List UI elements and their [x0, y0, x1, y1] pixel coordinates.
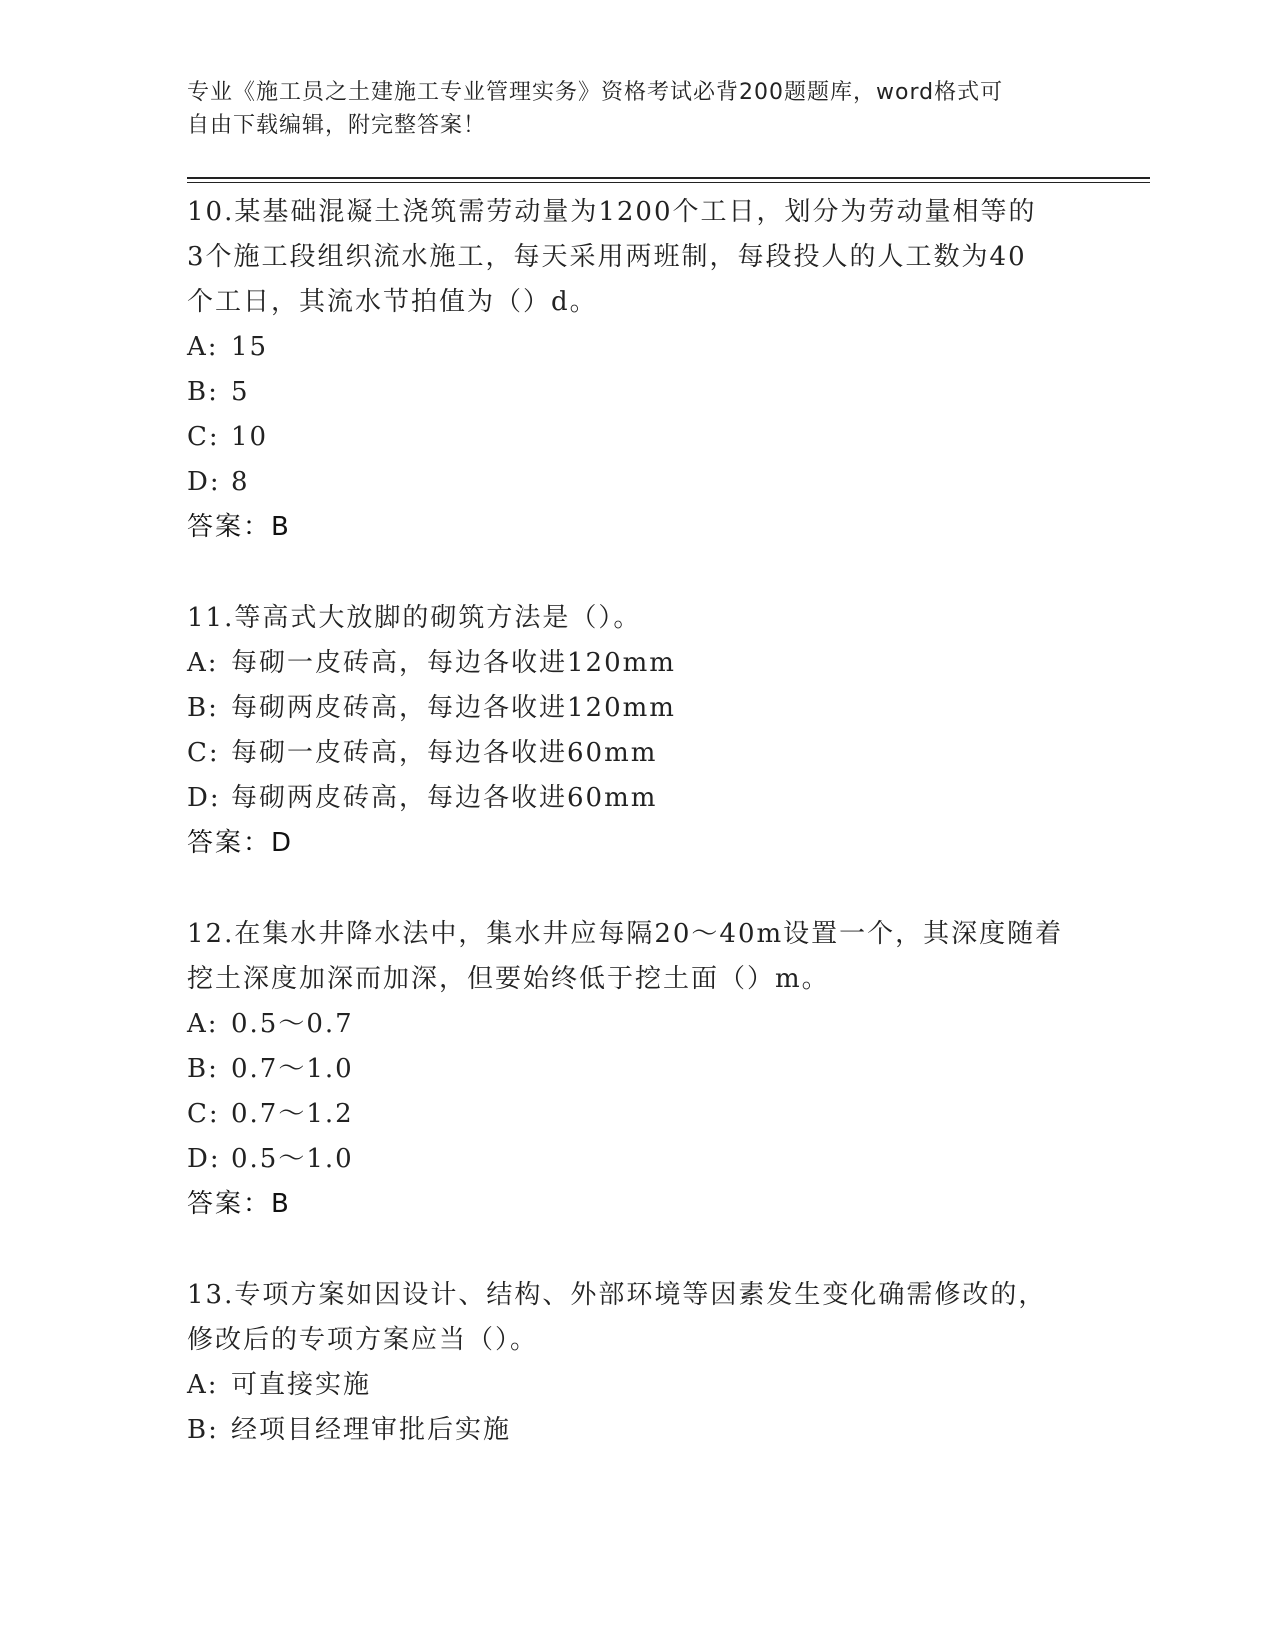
option-text: 10	[231, 422, 269, 452]
question-text-line: 13.专项方案如因设计、结构、外部环境等因素发生变化确需修改的，	[187, 1280, 1047, 1310]
option-text: 每砌两皮砖高，每边各收进60mm	[231, 783, 658, 813]
option-text: 每砌两皮砖高，每边各收进120mm	[231, 693, 676, 723]
option-row	[187, 686, 1087, 731]
option-letter: C:	[187, 422, 220, 452]
option-text: 0.5～1.0	[231, 1144, 354, 1174]
option-row	[187, 460, 1087, 505]
option-row	[187, 641, 1087, 686]
option-letter: C:	[187, 738, 220, 768]
option-row	[187, 370, 1087, 415]
header-divider-thin	[187, 182, 1150, 183]
question-block	[187, 912, 1087, 1227]
option-text: 经项目经理审批后实施	[231, 1415, 512, 1445]
option-letter: D:	[187, 783, 221, 813]
option-row	[187, 1092, 1087, 1137]
option-text: 每砌一皮砖高，每边各收进60mm	[231, 738, 658, 768]
answer-line: 答案：B	[187, 1189, 291, 1219]
option-text: 0.5～0.7	[231, 1009, 354, 1039]
question-text-line: 挖土深度加深而加深，但要始终低于挖土面（）m。	[187, 964, 830, 994]
question-block	[187, 596, 1087, 866]
option-text: 0.7～1.0	[231, 1054, 354, 1084]
option-letter: B:	[187, 1415, 219, 1445]
option-letter: A:	[187, 1009, 219, 1039]
question-text-line: 11.等高式大放脚的砌筑方法是（）。	[187, 603, 642, 633]
option-row	[187, 1002, 1087, 1047]
option-text: 15	[231, 332, 269, 362]
answer-line: 答案：D	[187, 828, 294, 858]
question-text-line: 个工日，其流水节拍值为（）d。	[187, 287, 598, 317]
answer-line: 答案：B	[187, 512, 291, 542]
option-row	[187, 1408, 1087, 1453]
option-text: 8	[231, 467, 250, 497]
option-row	[187, 1137, 1087, 1182]
option-row	[187, 415, 1087, 460]
option-letter: D:	[187, 1144, 221, 1174]
option-row	[187, 776, 1087, 821]
question-block	[187, 1273, 1087, 1453]
question-block	[187, 190, 1087, 550]
option-letter: B:	[187, 1054, 219, 1084]
option-letter: D:	[187, 467, 221, 497]
option-letter: A:	[187, 648, 219, 678]
option-text: 5	[231, 377, 250, 407]
question-list	[187, 190, 1087, 1499]
option-letter: B:	[187, 377, 219, 407]
option-letter: A:	[187, 332, 219, 362]
option-text: 可直接实施	[231, 1370, 372, 1400]
option-row	[187, 731, 1087, 776]
header-line-1: 专业《施工员之土建施工专业管理实务》资格考试必背200题题库，word格式可	[187, 80, 1004, 105]
option-row	[187, 1047, 1087, 1092]
question-text-line: 3个施工段组织流水施工，每天采用两班制，每段投人的人工数为40	[187, 242, 1027, 272]
document-header	[187, 76, 1087, 142]
option-row	[187, 1363, 1087, 1408]
option-letter: B:	[187, 693, 219, 723]
option-text: 0.7～1.2	[231, 1099, 354, 1129]
question-text-line: 10.某基础混凝土浇筑需劳动量为1200个工日，划分为劳动量相等的	[187, 197, 1037, 227]
question-text-line: 12.在集水井降水法中，集水井应每隔20～40m设置一个，其深度随着	[187, 919, 1064, 949]
header-line-2: 自由下载编辑，附完整答案！	[187, 113, 487, 138]
option-letter: C:	[187, 1099, 220, 1129]
option-text: 每砌一皮砖高，每边各收进120mm	[231, 648, 676, 678]
option-letter: A:	[187, 1370, 219, 1400]
header-divider-thick	[187, 177, 1150, 179]
question-text-line: 修改后的专项方案应当（）。	[187, 1325, 539, 1355]
option-row	[187, 325, 1087, 370]
